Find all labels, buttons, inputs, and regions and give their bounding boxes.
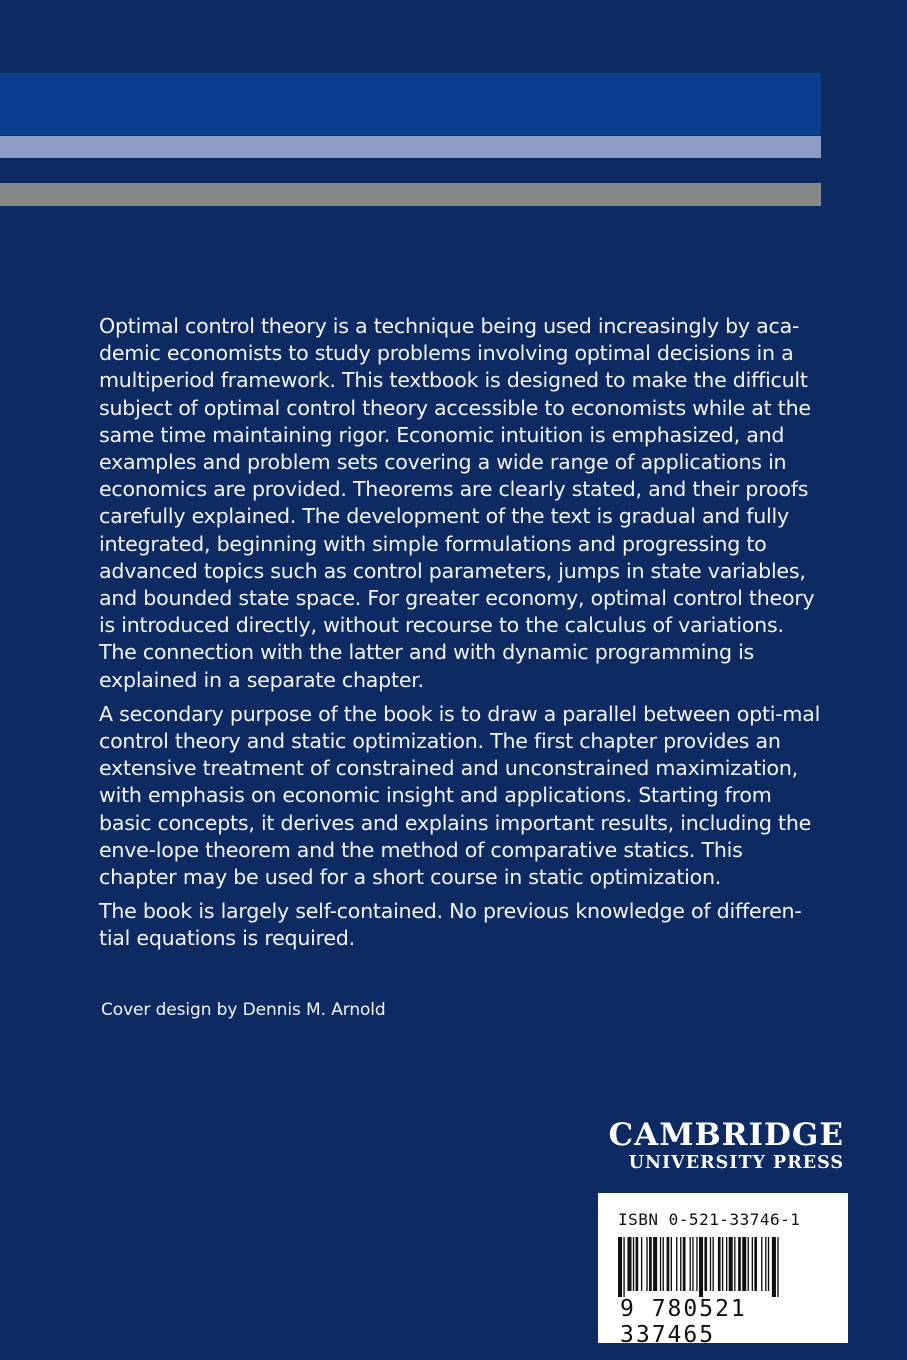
back-cover-blurb	[99, 313, 823, 960]
barcode-panel	[598, 1193, 848, 1348]
isbn-label: ISBN 0-521-33746-1	[618, 1210, 801, 1229]
barcode-bars-icon	[618, 1237, 828, 1297]
blurb-paragraph-1: Optimal control theory is a technique being used increasingly by aca-demic economists to study problems involving optimal decisions in a multiperiod framework. This textbook is designed to make the difficult subject of optimal control theory accessible to economists while at the same time maintaining rigor. Economic intuition is emphasized, and examples and problem sets covering a wide range of applications in economics are provided. Theorems are clearly stated, and their proofs carefully explained. The development of the text is gradual and fully integrated, beginning with simple formulations and progressing to advanced topics such as control parameters, jumps in state variables, and bounded state space. For greater economy, optimal control theory is introduced directly, without recourse to the calculus of variations. The connection with the latter and with dynamic programming is explained in a separate chapter.	[99, 314, 815, 692]
blurb-paragraph-3: The book is largely self-contained. No previous knowledge of differen-tial equations is required.	[99, 899, 802, 951]
gray-stripe-band	[0, 183, 821, 206]
cover-design-credit: Cover design by Dennis M. Arnold	[101, 1000, 386, 1020]
blurb-paragraph-2: A secondary purpose of the book is to draw a parallel between opti-mal control theory and static optimization. The first chapter provides an extensive treatment of constrained and unconstrained maximization, with emphasis on economic insight and applications. Starting from basic concepts, it derives and explains important results, including the enve-lope theorem and the method of comparative statics. This chapter may be used for a short course in static optimization.	[99, 701, 821, 890]
publisher-logo	[609, 1118, 845, 1174]
light-stripe-band	[0, 136, 821, 158]
publisher-name: CAMBRIDGE	[608, 1117, 844, 1153]
publisher-subtitle: UNIVERSITY PRESS	[628, 1153, 844, 1173]
ean-digits: 9 780521 337465	[620, 1296, 747, 1348]
top-blue-band	[0, 73, 821, 135]
